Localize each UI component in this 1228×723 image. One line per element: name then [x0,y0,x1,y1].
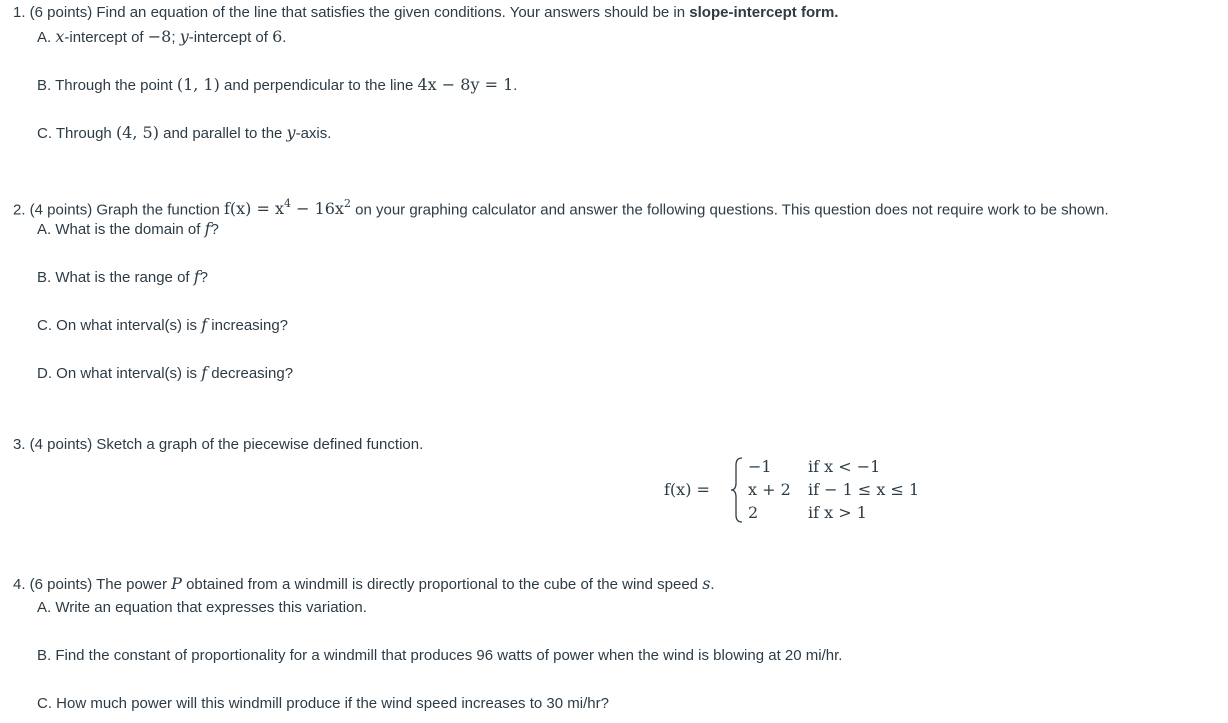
case-2-expr: x + 2 [748,480,791,499]
question-4c: C. How much power will this windmill produce if the wind speed increases to 30 mi/hr? [37,695,609,712]
piecewise-function [664,456,944,526]
question-1-prompt: 1. (6 points) Find an equation of the line that satisfies the given conditions. Your answers should be in slope-intercept form. [13,4,839,21]
question-3-prompt: 3. (4 points) Sketch a graph of the piecewise defined function. [13,436,424,453]
case-1-expr: −1 [748,457,772,476]
question-4-prompt: 4. (6 points) The power P obtained from a windmill is directly proportional to the cube of the wind speed s. [13,574,715,593]
question-2-prompt: 2. (4 points) Graph the function $f(x) = x^4 - 16x^2$ on your graphing calculator and answer the following questions. This question does not require work to be shown. [13,197,1109,219]
question-2c: C. On what interval(s) is f increasing? [37,315,289,334]
question-2b: B. What is the range of f? [37,267,209,286]
case-1-cond: if x < −1 [808,457,881,476]
function-definition: $f(x) = x^4 - 16x^2$ [223,197,351,219]
piecewise-lhs: f(x) = [664,480,710,499]
case-2-cond: if − 1 ≤ x ≤ 1 [808,480,920,499]
emphasis-slope-intercept: slope-intercept form. [689,4,839,21]
question-4b: B. Find the constant of proportionality for a windmill that produces 96 watts of power when the wind is blowing at 20 mi/hr. [37,647,843,664]
left-brace-icon [730,457,744,523]
question-1b: B. Through the point (1, 1) and perpendicular to the line 4x − 8y = 1. [37,75,518,94]
question-2a: A. What is the domain of f? [37,219,219,238]
question-4a: A. Write an equation that expresses this variation. [37,599,367,616]
question-2d: D. On what interval(s) is f decreasing? [37,363,294,382]
question-1c: C. Through (4, 5) and parallel to the y-axis. [37,123,332,142]
case-3-cond: if x > 1 [808,503,867,522]
case-3-expr: 2 [748,503,759,522]
question-1a: A. x-intercept of −8; y-intercept of 6. [37,27,287,46]
